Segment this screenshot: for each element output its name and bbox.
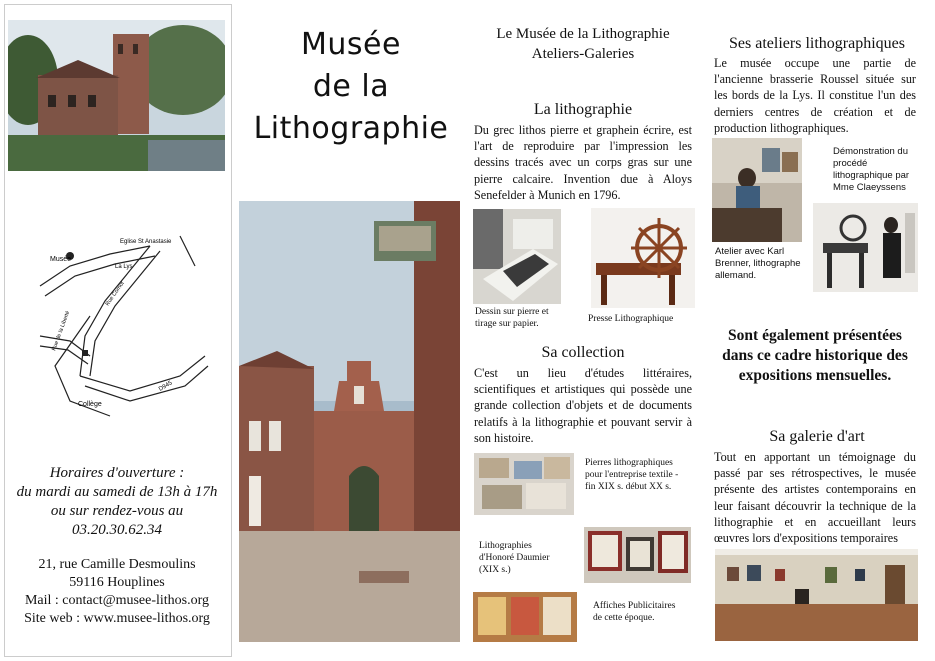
- mail-line[interactable]: Mail : contact@musee-lithos.org: [24, 593, 210, 608]
- museum-title: [238, 24, 464, 150]
- gallery-text: Tout en apportant un témoignage du passé par ses rétrospectives, le musée présente des artistes contemporains en leur faisant découvrir la technique de la lithographie et en accueillant leurs œuvres lors d'expositions temporaires: [714, 450, 916, 546]
- header-line-1: Le Musée de la Lithographie: [496, 26, 670, 42]
- map-college-label: Collège: [78, 401, 102, 408]
- website-line[interactable]: Site web : www.musee-lithos.org: [24, 611, 210, 626]
- hours-block: [6, 464, 228, 540]
- gallery-title: Sa galerie d'art: [769, 428, 865, 445]
- map-museum-label: Musée: [50, 256, 72, 263]
- gallery-photo: [715, 549, 918, 641]
- courtyard-photo: [239, 201, 460, 642]
- caption-stones: Pierres lithographiques pour l'entreprise textile - fin XIX s. début XX s.: [585, 458, 679, 492]
- daumier-photo: [584, 527, 691, 583]
- caption-posters: Affiches Publicitaires de cette époque.: [593, 601, 676, 623]
- col3-header: [466, 24, 700, 64]
- caption-press: Presse Lithographique: [588, 314, 674, 324]
- address-line-2: 59116 Houplines: [69, 575, 165, 590]
- caption-drawing: Dessin sur pierre et tirage sur papier.: [475, 307, 549, 329]
- demo-photo: [813, 203, 918, 292]
- building-photo: [8, 20, 225, 171]
- map-road-label: D945: [158, 380, 174, 393]
- workshops-text: Le musée occupe une partie de l'ancienne brasserie Roussel située sur les bords de la Lys. Il constitue l'un des derniers centres de création et de production lithographiques.: [714, 56, 916, 135]
- map-church-label: Eglise St Anastasie: [120, 239, 172, 245]
- title-line-2: de la: [312, 69, 390, 104]
- access-map: [30, 226, 215, 426]
- title-line-3: Lithographie: [253, 111, 449, 146]
- litho-text: Du grec lithos pierre et graphein écrire, est l'art de reproduire par l'impression les dessins tracés avec un corps gras sur une pierre calcaire. Invention due à Aloys Senefelder à Munich en 1796.: [474, 123, 692, 202]
- address-line-1: 21, rue Camille Desmoulins: [38, 557, 196, 572]
- collection-text: C'est un lieu d'études littéraires, scientifiques et artistiques qui possède une grande collection d'objets et de documents relatifs à la lithographie et pouvant servir à son histoire.: [474, 366, 692, 445]
- posters-photo: [473, 592, 577, 642]
- hours-title: Horaires d'ouverture :: [49, 465, 185, 481]
- press-photo: [591, 208, 695, 308]
- drawing-photo: [473, 209, 561, 304]
- atelier-photo: [712, 138, 802, 242]
- caption-demo: Démonstration du procédé lithographique par Mme Claeyssens: [833, 146, 910, 193]
- workshops-title: Ses ateliers lithographiques: [729, 35, 905, 52]
- map-lys-label: La Lys: [115, 264, 133, 270]
- title-line-1: Musée: [301, 27, 401, 62]
- caption-atelier: Atelier avec Karl Brenner, lithographe allemand.: [715, 246, 801, 281]
- caption-daumier: Lithographies d'Honoré Daumier (XIX s.): [479, 541, 550, 575]
- address-block: [6, 556, 228, 628]
- header-line-2: Ateliers-Galeries: [531, 46, 635, 62]
- hours-line-2: ou sur rendez-vous au: [50, 503, 184, 519]
- map-street2-label: Rue de la Liberté: [51, 310, 72, 352]
- phone-number: 03.20.30.62.34: [72, 522, 162, 538]
- map-street1-label: Rue Cornot: [104, 280, 126, 308]
- stones-photo: [474, 453, 574, 515]
- litho-title: La lithographie: [533, 101, 633, 118]
- collection-title: Sa collection: [541, 344, 625, 361]
- hours-line-1: du mardi au samedi de 13h à 17h: [16, 484, 218, 500]
- highlight-text: Sont également présentées dans ce cadre historique des expositions mensuelles.: [722, 327, 908, 384]
